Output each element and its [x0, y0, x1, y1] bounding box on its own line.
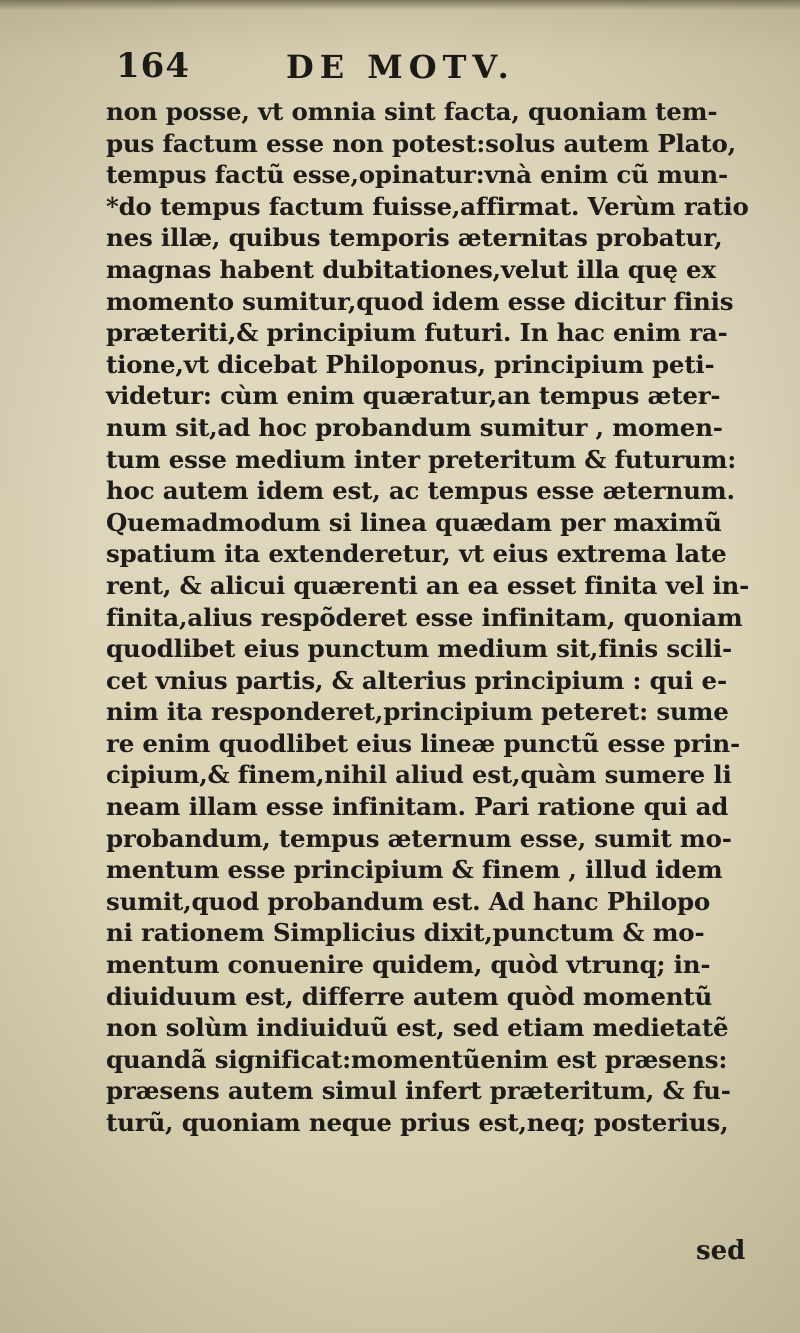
text-line: re enim quodlibet eius lineæ punctũ esse prin- — [106, 728, 740, 758]
text-line: mentum esse principium & finem , illud idem — [106, 855, 723, 885]
text-line: videtur: cùm enim quæratur,an tempus æter- — [106, 381, 721, 411]
text-line: magnas habent dubitationes,velut illa quę ex — [106, 254, 716, 284]
text-line: turũ, quoniam neque prius est,neq; posterius, — [106, 1108, 729, 1137]
text-line: hoc autem idem est, ac tempus esse æternum. — [106, 476, 735, 506]
text-line: mentum conuenire quidem, quòd vtrunq; in- — [106, 950, 711, 980]
text-line: num sit,ad hoc probandum sumitur , momen- — [106, 412, 723, 442]
text-line: momento sumitur,quod idem esse dicitur finis — [106, 286, 734, 316]
text-line: præsens autem simul infert præteritum, & fu- — [106, 1076, 731, 1106]
text-line: Quemadmodum si linea quædam per maximũ — [106, 507, 722, 537]
text-line: tione,vt dicebat Philoponus, principium peti- — [106, 349, 715, 379]
catchword: sed — [696, 1236, 746, 1266]
text-line: non posse, vt omnia sint facta, quoniam tem- — [106, 97, 718, 126]
text-line: spatium ita extenderetur, vt eius extrema late — [106, 539, 727, 569]
text-line: nim ita responderet,principium peteret: sume — [106, 697, 729, 727]
text-line: *do tempus factum fuisse,affirmat. Verùm ratio — [106, 191, 749, 221]
text-line: pus factum esse non potest:solus autem Plato, — [106, 128, 736, 158]
text-line: quandã significat:momentũenim est præsens: — [106, 1044, 728, 1074]
running-head — [102, 46, 702, 96]
text-line: tempus factũ esse,opinatur:vnà enim cũ mun- — [106, 160, 728, 190]
running-title: DE MOTV. — [286, 48, 515, 86]
text-line: nes illæ, quibus temporis æternitas probatur, — [106, 223, 723, 253]
text-line: finita,alius respõderet esse infinitam, quoniam — [106, 602, 743, 632]
body-text — [106, 96, 750, 1139]
text-line: cet vnius partis, & alterius principium : qui e- — [106, 665, 727, 695]
text-line: præteriti,& principium futuri. In hac enim ra- — [106, 318, 728, 348]
text-line: ni rationem Simplicius dixit,punctum & mo- — [106, 918, 705, 948]
text-line: sumit,quod probandum est. Ad hanc Philopo — [106, 886, 711, 916]
page-number: 164 — [116, 46, 190, 86]
text-line: quodlibet eius punctum medium sit,finis scili- — [106, 634, 732, 664]
text-line: tum esse medium inter preteritum & futurum: — [106, 444, 737, 474]
text-line: non solùm indiuiduũ est, sed etiam medietatẽ — [106, 1013, 729, 1043]
text-line: rent, & alicui quærenti an ea esset finita vel in- — [106, 570, 750, 600]
text-line: cipium,& finem,nihil aliud est,quàm sumere li — [106, 760, 732, 790]
text-line: neam illam esse infinitam. Pari ratione qui ad — [106, 792, 729, 822]
text-line: probandum, tempus æternum esse, sumit mo- — [106, 823, 732, 853]
text-line: diuiduum est, differre autem quòd momentũ — [106, 981, 713, 1011]
